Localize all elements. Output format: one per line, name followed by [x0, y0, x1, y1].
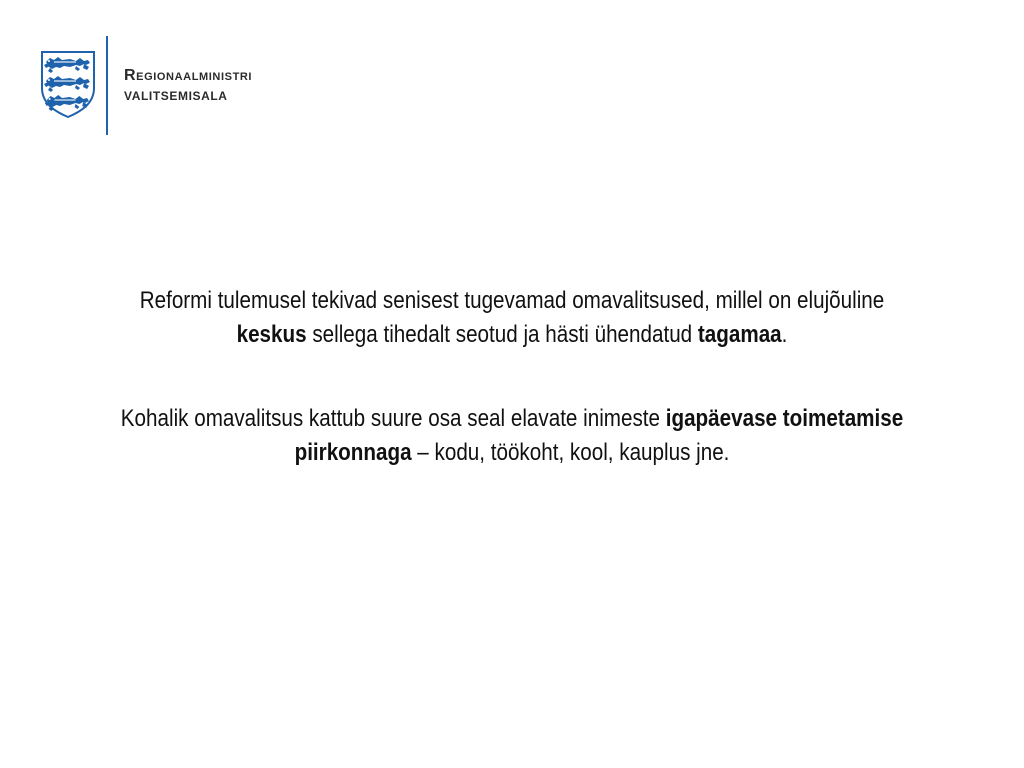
logo-divider [106, 36, 108, 135]
paragraph1-text-3: . [781, 321, 788, 348]
paragraph1-bold-keskus: keskus [236, 321, 307, 348]
paragraph-local-government [106, 402, 918, 470]
ministry-name-line1: Regionaalministri [124, 67, 253, 84]
paragraph1-text-1: Reformi tulemusel tekivad senisest tugevamad omavalitsused, millel on elujõuline [139, 287, 885, 314]
ministry-name-line2: VALITSEMISALA [124, 89, 228, 103]
three-lions-coat-of-arms-icon [40, 50, 96, 118]
paragraph2-bold-area: igapäevase toimetamise piirkonnaga [294, 405, 904, 466]
paragraph1-text-2: sellega tihedalt seotud ja hästi ühendatud [306, 321, 698, 348]
paragraph2-text-1: Kohalik omavalitsus kattub suure osa seal elavate inimeste [120, 405, 666, 432]
paragraph-reform-result [106, 284, 918, 352]
paragraph2-text-2: – kodu, töökoht, kool, kauplus jne. [411, 439, 730, 466]
paragraph1-bold-tagamaa: tagamaa [697, 321, 782, 348]
slide-body [40, 284, 984, 520]
ministry-name [124, 66, 284, 106]
